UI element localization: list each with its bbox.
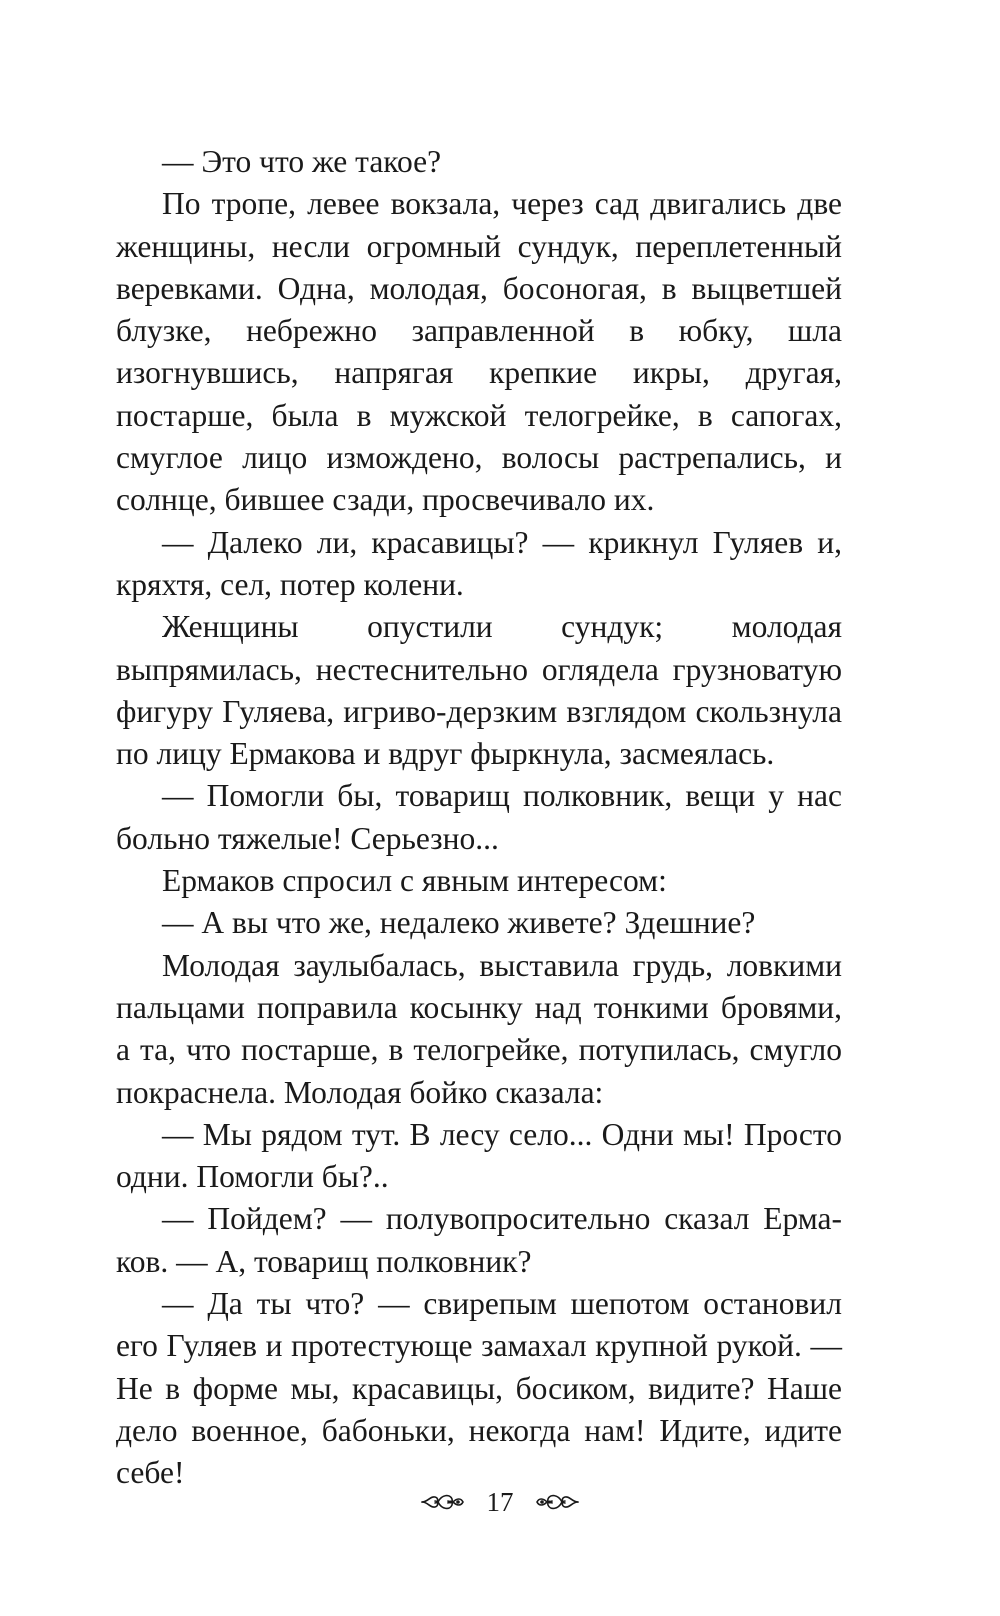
paragraph: — Пойдем? — полувопросительно сказал Ермаков. — А, товарищ полковник? [116,1201,842,1279]
paragraph: — А вы что же, недалеко живете? Здешние? [162,905,756,941]
paragraph: — Далеко ли, красавицы? — крикнул Гуляев и, кряхтя, сел, потер колени. [116,524,842,602]
page-number: 17 [486,1486,514,1517]
page-footer [0,1482,1000,1519]
ornament-flourish-left-icon [420,1489,466,1515]
paragraph: — Да ты что? — свирепым шепотом остановил его Гуляев и протестующе замахал крупной рукой. — Не в форме мы, красавицы, босиком, видите? Наше дело военное, бабоньки, некогда нам! Идите, идите себе! [116,1286,842,1491]
paragraph: Ермаков спросил с явным интересом: [162,863,667,899]
ornament-flourish-right-icon [534,1489,580,1515]
paragraph: По тропе, левее вокзала, через сад двигались две женщины, несли огромный сундук, переплетенный веревками. Одна, молодая, босоногая, в выцветшей блузке, небрежно заправленной в юбку, шла изогнувшись, напрягая крепкие икры, другая, постарше, была в мужской телогрейке, в сапогах, смуглое лицо измождено, волосы растрепались, и солнце, бившее сзади, просвечивало их. [116,186,842,518]
body-text [116,141,842,1495]
paragraph: Молодая заулыбалась, выставила грудь, ловкими пальцами поправила косынку над тонкими бровями, а та, что постарше, в телогрейке, потупилась, смугло покраснела. Молодая бойко сказала: [116,947,842,1110]
paragraph: — Помогли бы, товарищ полковник, вещи у нас больно тяжелые! Серьезно... [116,778,842,856]
paragraph: — Это что же такое? [162,144,442,179]
paragraph: Женщины опустили сундук; молодая выпрямилась, нестеснительно оглядела грузноватую фигуру Гуляева, игриво-дерзким взглядом скользнула по лицу Ермакова и вдруг фыркнула, засмеялась. [116,609,842,772]
paragraph: — Мы рядом тут. В лесу село... Одни мы! Просто одни. Помогли бы?.. [116,1116,842,1195]
